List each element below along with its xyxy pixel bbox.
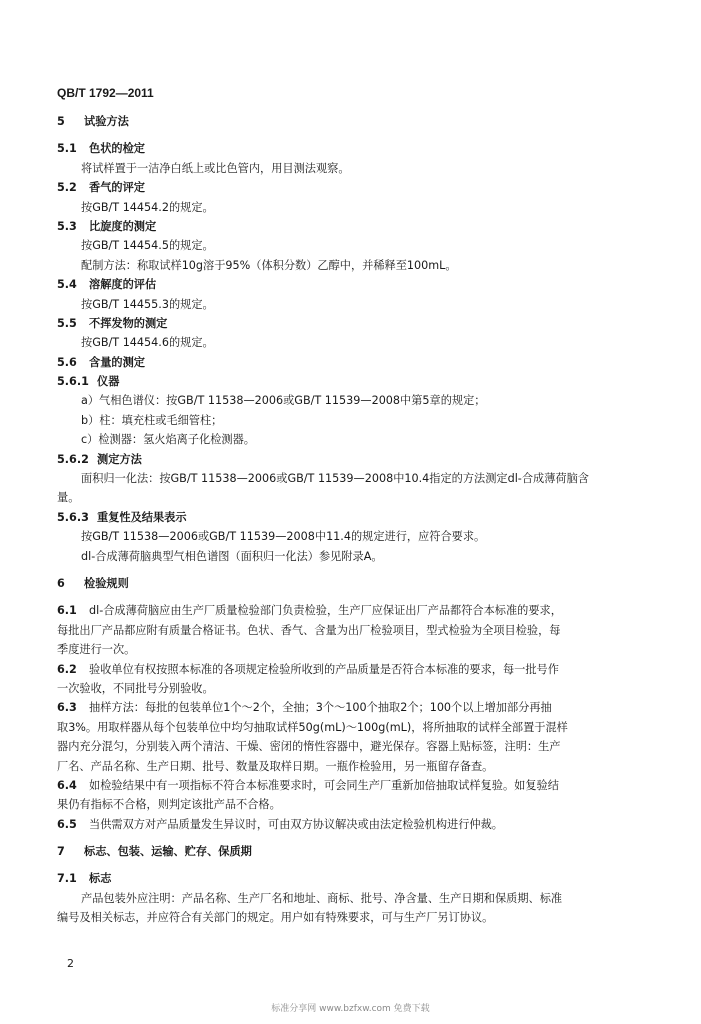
section-heading	[57, 178, 657, 197]
paragraph-text: 编号及相关标志，并应符合有关部门的规定。用户如有特殊要求，可与生产厂另订协议。	[57, 911, 494, 925]
spacer	[57, 861, 657, 869]
heading-text: 香气的评定	[89, 181, 145, 195]
section-heading	[57, 314, 657, 333]
paragraph-text: 按GB/T 14455.3的规定。	[81, 297, 214, 311]
paragraph-text: 面积归一化法：按GB/T 11538—2006或GB/T 11539—2008中10.4指定的方法测定dl-合成薄荷脑含	[81, 472, 589, 486]
paragraph-text: 厂名、产品名称、生产日期、批号、数量及取样日期。一瓶作检验用，另一瓶留存备查。	[57, 759, 494, 773]
clause-text: dl-合成薄荷脑应由生产厂质量检验部门负责检验，生产厂应保证出厂产品都符合本标准的要求，	[89, 604, 562, 618]
paragraph-text: 一次验收，不同批号分别验收。	[57, 681, 214, 695]
paragraph-line	[57, 159, 657, 178]
continuation-line	[57, 621, 657, 640]
section-heading	[57, 139, 657, 158]
clause-number: 6.1	[57, 604, 77, 618]
clause-number: 5.6.1	[57, 375, 89, 389]
clause-number: 5.5	[57, 316, 77, 330]
paragraph-line	[57, 391, 657, 410]
clause-number: 6	[57, 576, 65, 590]
clause-number: 5	[57, 115, 65, 128]
continuation-line	[57, 757, 657, 776]
continuation-line	[57, 795, 657, 814]
section-heading	[57, 842, 657, 861]
clause-number: 5.1	[57, 142, 77, 156]
clause-number: 7	[57, 845, 65, 859]
section-heading	[57, 353, 657, 372]
clause-item	[57, 698, 657, 717]
clause-number: 5.3	[57, 219, 77, 233]
paragraph-text: 取3%。用取样器从每个包装单位中均匀抽取试样50g(mL)～100g(mL)，将所抽取的试样全部置于混样	[57, 720, 568, 734]
paragraph-text: b）柱：填充柱或毛细管柱；	[81, 413, 223, 427]
paragraph-text: a）气相色谱仪：按GB/T 11538—2006或GB/T 11539—2008中第5章的规定；	[81, 394, 486, 408]
clause-text: 验收单位有权按照本标准的各项规定检验所收到的产品质量是否符合本标准的要求，每一批号作	[89, 662, 559, 676]
section-heading	[57, 275, 657, 294]
clause-text: 抽样方法：每批的包装单位1个～2个，全抽；3个～100个抽取2个；100个以上增加部分再抽	[89, 701, 552, 715]
paragraph-text: dl-合成薄荷脑典型气相色谱图（面积归一化法）参见附录A。	[81, 549, 383, 563]
document-body	[57, 112, 657, 928]
continuation-line	[57, 718, 657, 737]
section-heading	[57, 869, 657, 888]
spacer	[57, 834, 657, 842]
heading-text: 溶解度的评估	[89, 278, 157, 292]
paragraph-line	[57, 889, 657, 908]
heading-text: 色状的检定	[89, 142, 145, 156]
clause-number: 6.4	[57, 778, 77, 792]
clause-text: 当供需双方对产品质量发生异议时，可由双方协议解决或由法定检验机构进行仲裁。	[89, 817, 503, 831]
spacer	[57, 131, 657, 139]
clause-number: 7.1	[57, 872, 77, 886]
paragraph-line	[57, 547, 657, 566]
section-heading	[57, 217, 657, 236]
paragraph-line	[57, 411, 657, 430]
paragraph-line	[57, 295, 657, 314]
clause-number: 5.4	[57, 278, 77, 292]
paragraph-text: 按GB/T 11538—2006或GB/T 11539—2008中11.4的规定进行，应符合要求。	[81, 530, 486, 544]
paragraph-text: 每批出厂产品都应附有质量合格证书。色状、香气、含量为出厂检验项目，型式检验为全项目检验，每	[57, 623, 561, 637]
heading-text: 比旋度的测定	[89, 219, 157, 233]
clause-item	[57, 660, 657, 679]
clause-number: 6.2	[57, 662, 77, 676]
continuation-line	[57, 679, 657, 698]
section-heading	[57, 372, 657, 391]
heading-text: 试验方法	[84, 115, 129, 128]
paragraph-line	[57, 256, 657, 275]
heading-text: 含量的测定	[89, 355, 145, 369]
page-number: 2	[67, 957, 74, 970]
clause-item	[57, 776, 657, 795]
heading-text: 不挥发物的测定	[89, 316, 168, 330]
heading-text: 仪器	[97, 375, 120, 389]
continuation-line	[57, 908, 657, 927]
paragraph-text: 产品包装外应注明：产品名称、生产厂名和地址、商标、批号、净含量、生产日期和保质期、标准	[81, 891, 563, 905]
continuation-line	[57, 737, 657, 756]
paragraph-line	[57, 430, 657, 449]
paragraph-text: 果仍有指标不合格，则判定该批产品不合格。	[57, 798, 281, 812]
spacer	[57, 566, 657, 574]
standard-code: QB/T 1792—2011	[57, 86, 154, 100]
watermark: 标准分享网 www.bzfxw.com 免费下载	[271, 1004, 430, 1014]
paragraph-text: 按GB/T 14454.6的规定。	[81, 336, 214, 350]
clause-item	[57, 601, 657, 620]
clause-number: 5.6.3	[57, 510, 89, 524]
paragraph-text: 按GB/T 14454.5的规定。	[81, 239, 214, 253]
paragraph-text: 量。	[57, 491, 80, 505]
paragraph-text: 季度进行一次。	[57, 643, 136, 657]
paragraph-text: 将试样置于一洁净白纸上或比色管内，用目测法观察。	[81, 161, 350, 175]
paragraph-text: 配制方法：称取试样10g溶于95%（体积分数）乙醇中，并稀释至100mL。	[81, 258, 457, 272]
paragraph-line	[57, 198, 657, 217]
heading-text: 重复性及结果表示	[97, 510, 187, 524]
heading-text: 测定方法	[97, 452, 142, 466]
paragraph-text: 按GB/T 14454.2的规定。	[81, 200, 214, 214]
paragraph-text: 器内充分混匀，分别装入两个清洁、干燥、密闭的惰性容器中，避光保存。容器上贴标签，注明：生产	[57, 740, 561, 754]
section-heading	[57, 508, 657, 527]
clause-number: 6.5	[57, 817, 77, 831]
clause-number: 5.6	[57, 355, 77, 369]
paragraph-line	[57, 236, 657, 255]
section-heading	[57, 112, 657, 131]
spacer	[57, 593, 657, 601]
heading-text: 标志	[89, 872, 112, 886]
section-heading	[57, 450, 657, 469]
clause-number: 5.6.2	[57, 452, 89, 466]
section-heading	[57, 574, 657, 593]
paragraph-text: c）检测器：氢火焰离子化检测器。	[81, 433, 255, 447]
clause-number: 5.2	[57, 181, 77, 195]
paragraph-line	[57, 469, 657, 488]
heading-text: 标志、包装、运输、贮存、保质期	[84, 845, 252, 859]
clause-item	[57, 815, 657, 834]
paragraph-line	[57, 527, 657, 546]
heading-text: 检验规则	[84, 576, 129, 590]
clause-number: 6.3	[57, 701, 77, 715]
continuation-line	[57, 488, 657, 507]
paragraph-line	[57, 333, 657, 352]
clause-text: 如检验结果中有一项指标不符合本标准要求时，可会同生产厂重新加倍抽取试样复验。如复验结	[89, 778, 559, 792]
continuation-line	[57, 640, 657, 659]
